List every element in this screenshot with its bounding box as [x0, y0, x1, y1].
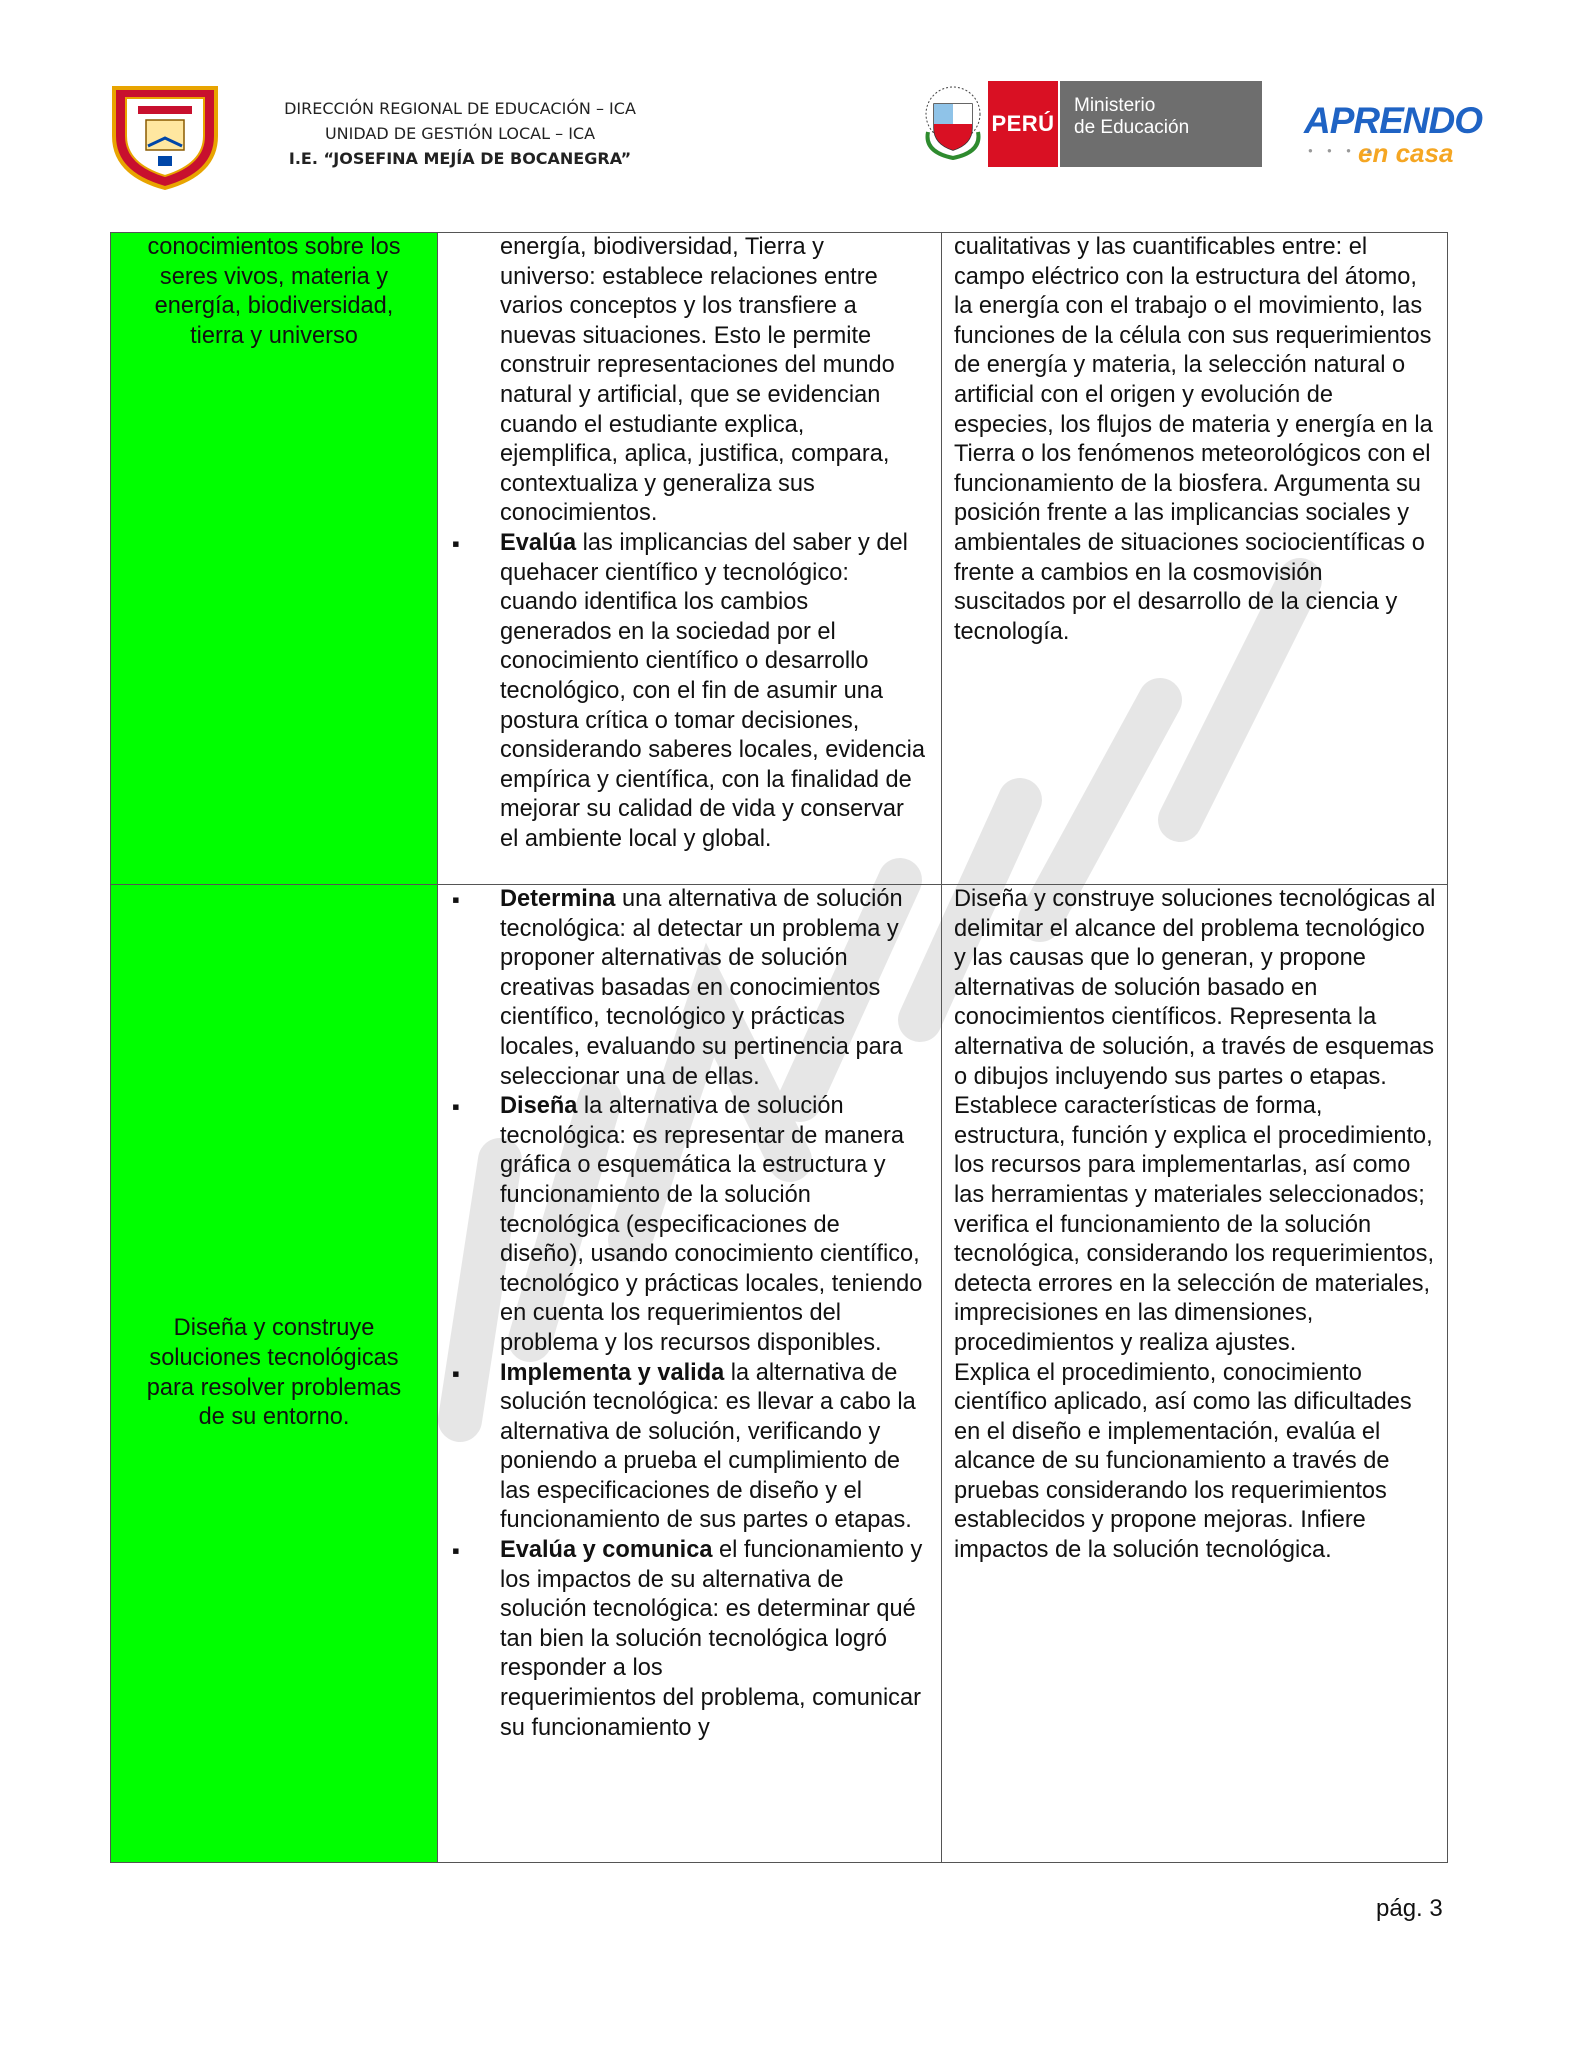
competency-label: Diseña y construye soluciones tecnológicas para resolver problemas de su entorno. — [146, 1315, 402, 1431]
page-number: pág. 3 — [1376, 1895, 1443, 1922]
competency-label-cell — [111, 233, 438, 885]
capacity-bullet-text: la alternativa de solución tecnológica: es representar de manera gráfica o esquemática la estructura y funcionamiento de la solución tecnológica (especificaciones de diseño), usando conocimiento científico, tecnológico y prácticas locales, teniendo en cuenta los requerimientos del problema y los recursos disponibles. — [500, 1093, 923, 1356]
standard-text: cualitativas y las cuantificables entre: el campo eléctrico con la estructura del átomo, la energía con el trabajo o el movimiento, las funciones de la célula con sus requerimientos de energía y materia, la selección natural o artificial con el origen y evolución de especies, los flujos de materia y energía en la Tierra o los fenómenos meteorológicos con el funcionamiento de la biosfera. Argumenta su posición frente a las implicancias sociales y ambientales de situaciones sociocientíficas o frente a cambios en la cosmovisión suscitados por el desarrollo de la ciencia y tecnología. — [954, 234, 1433, 645]
minedu-line-2: de Educación — [1074, 117, 1190, 138]
capacity-bullet — [452, 885, 925, 1092]
capacities-cell — [438, 233, 942, 885]
capacity-bullet-title: Evalúa — [500, 529, 577, 556]
minedu-logo — [988, 81, 1262, 167]
page-header — [0, 0, 1582, 200]
aprendo-en-casa-logo — [1304, 100, 1483, 172]
capacity-bullet-title: Determina — [500, 886, 616, 912]
capacities-cell — [438, 885, 942, 1863]
capacity-bullet-text: las implicancias del saber y del quehacer científico y tecnológico: cuando identifica los cambios generados en la sociedad por el conocimiento científico o desarrollo tecnológico, con el fin de asumir una postura crítica o tomar decisiones, considerando saberes locales, evidencia empírica y científica, con la finalidad de mejorar su calidad de vida y conservar el ambiente local y global. — [500, 529, 925, 852]
capacity-bullet-text: la alternativa de solución tecnológica: es llevar a cabo la alternativa de solución, verificando y poniendo a prueba el cumplimiento de las especificaciones de diseño y el funcionamiento de sus partes o etapas. — [500, 1359, 916, 1534]
capacity-bullet-text: el funcionamiento y los impactos de su alternativa de solución tecnológica: es determinar qué tan bien la solución tecnológica logró responder a los — [500, 1537, 923, 1682]
competency-label: conocimientos sobre los seres vivos, materia y energía, biodiversidad, tierra y universo — [147, 234, 401, 349]
table-row — [111, 233, 1448, 885]
capacity-bullet — [452, 1536, 925, 1684]
header-line-1: DIRECCIÓN REGIONAL DE EDUCACIÓN – ICA — [284, 99, 636, 118]
institution-header — [250, 96, 670, 171]
standard-text: Explica el procedimiento, conocimiento científico aplicado, así como las dificultades en el diseño e implementación, evalúa el alcance de su funcionamiento a través de pruebas considerando los requerimientos establecidos y propone mejoras. Infiere impactos de la solución tecnológica. — [954, 1359, 1412, 1564]
capacity-bullet — [452, 1092, 925, 1358]
capacity-text: requerimientos del problema, comunicar su funcionamiento y — [500, 1685, 921, 1741]
standard-cell — [942, 885, 1448, 1863]
capacity-bullet-title: Diseña — [500, 1093, 578, 1120]
school-crest-icon — [108, 84, 222, 190]
aprendo-title: APRENDO — [1304, 100, 1483, 141]
header-line-3: I.E. “JOSEFINA MEJÍA DE BOCANEGRA” — [288, 149, 632, 168]
minedu-country: PERÚ — [988, 81, 1058, 167]
minedu-line-1: Ministerio — [1074, 95, 1156, 116]
table-row — [111, 885, 1448, 1863]
aprendo-dots-icon: ● ● ● ▲ — [1308, 146, 1380, 155]
aprendo-subtitle: en casa — [1358, 138, 1454, 168]
header-line-2: UNIDAD DE GESTIÓN LOCAL – ICA — [324, 124, 596, 143]
standard-cell — [942, 233, 1448, 885]
competencies-table — [110, 232, 1448, 1863]
capacity-text: energía, biodiversidad, Tierra y universo: establece relaciones entre varios conceptos y los transfiere a nuevas situaciones. Esto le permite construir representaciones del mundo natural y artificial, que se evidencian cuando el estudiante explica, ejemplifica, aplica, justifica, compara, contextualiza y generaliza sus conocimientos. — [500, 234, 895, 527]
capacity-bullet — [452, 529, 925, 855]
peru-emblem-icon — [922, 84, 984, 160]
capacity-bullet-text: una alternativa de solución tecnológica: al detectar un problema y proponer alternativas de solución creativas basadas en conocimientos científico, tecnológico y prácticas locales, evaluando su pertinencia para seleccionar una de ellas. — [500, 886, 903, 1090]
competency-label-cell — [111, 885, 438, 1863]
standard-text: Diseña y construye soluciones tecnológicas al delimitar el alcance del problema tecnológico y las causas que lo generan, y propone alternativas de solución basado en conocimientos científicos. Representa la alternativa de solución, a través de esquemas o dibujos incluyendo sus partes o etapas. Establece características de forma, estructura, función y explica el procedimiento, los recursos para implementarlas, así como las herramientas y materiales seleccionados; verifica el funcionamiento de la solución tecnológica, considerando los requerimientos, detecta errores en la selección de materiales, imprecisiones en las dimensiones, procedimientos y realiza ajustes. — [954, 886, 1436, 1356]
capacity-bullet-title: Implementa y valida — [500, 1359, 725, 1386]
minedu-name — [1058, 81, 1262, 167]
capacity-bullet-title: Evalúa y comunica — [500, 1537, 713, 1564]
capacity-bullet — [452, 1359, 925, 1537]
